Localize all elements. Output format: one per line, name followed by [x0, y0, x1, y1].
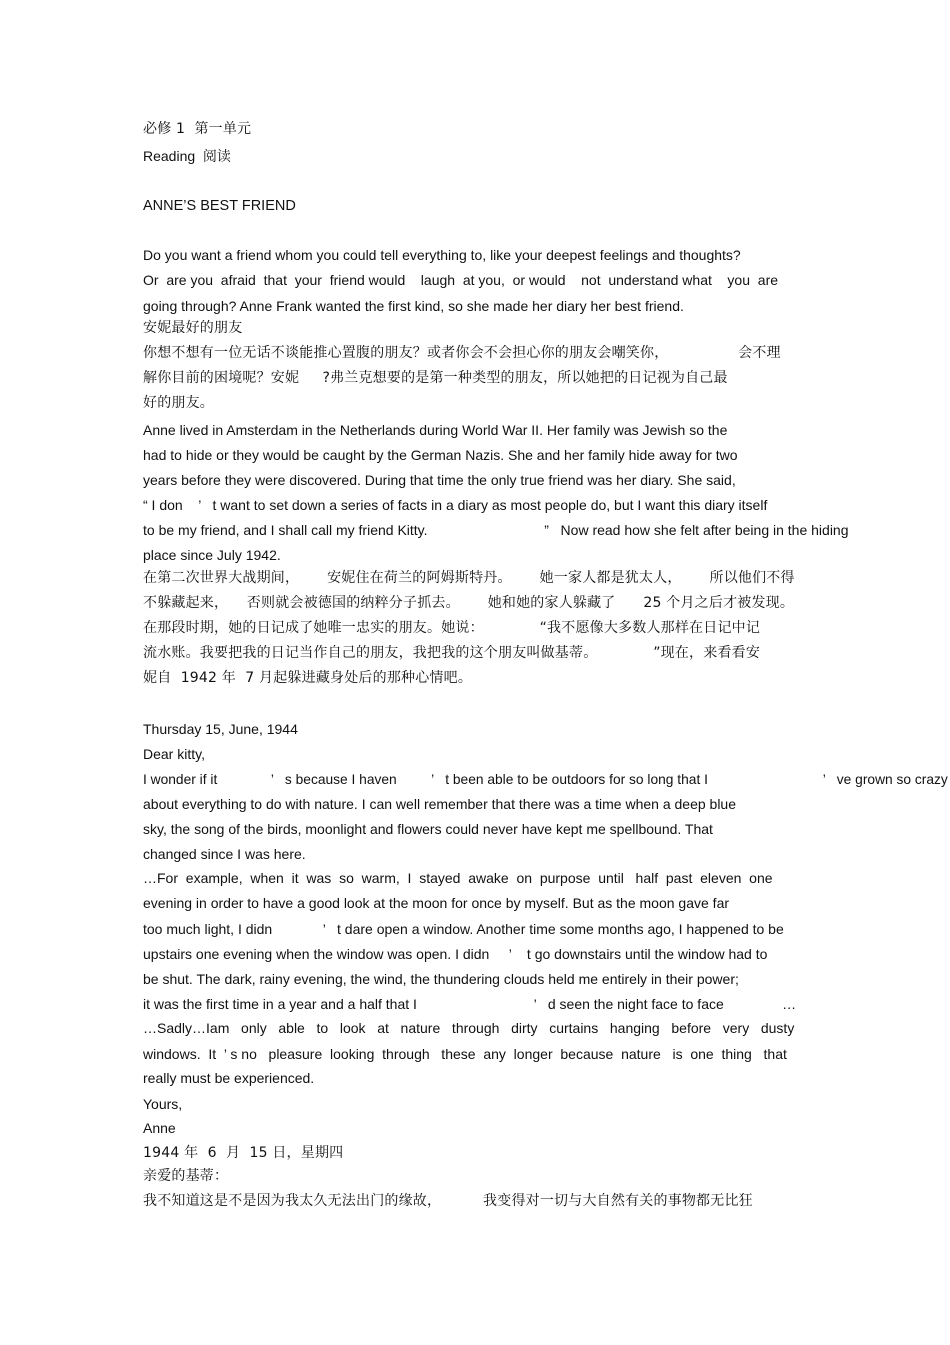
article-title: ANNE’S BEST FRIEND	[143, 198, 296, 214]
text-line: 在那段时期，她的日记成了她唯一忠实的朋友。她说： “我不愿像大多数人那样在日记中记	[143, 620, 761, 636]
text-line: evening in order to have a good look at the moon for once by myself. But as the moon gave far	[143, 895, 730, 911]
course-heading: 必修 1 第一单元	[143, 121, 252, 137]
text-line: 你想不想有一位无话不谈能推心置腹的朋友？或者你会不会担心你的朋友会嘲笑你， 会不理	[143, 345, 781, 361]
letter-date: Thursday 15, June, 1944	[143, 721, 298, 737]
text-line: I wonder if it ’ s because I haven ’ t been able to be outdoors for so long that I ’ ve grown so crazy	[143, 771, 948, 787]
text-line: “ I don ’ t want to set down a series of facts in a diary as most people do, but I want this diary itself	[143, 497, 768, 513]
letter-signature: Anne	[143, 1120, 176, 1136]
text-line: Or are you afraid that your friend would laugh at you, or would not understand what you are	[143, 272, 779, 288]
text-line: place since July 1942.	[143, 547, 281, 563]
text-line: years before they were discovered. During that time the only true friend was her diary. She said,	[143, 472, 736, 488]
text-line: 流水账。我要把我的日记当作自己的朋友，我把我的这个朋友叫做基蒂。 ”现在，来看看安	[143, 645, 761, 661]
text-line: be shut. The dark, rainy evening, the wind, the thundering clouds held me entirely in their power;	[143, 971, 739, 987]
letter-closing: Yours,	[143, 1096, 183, 1112]
text-line: windows. It ’ s no pleasure looking through these any longer because nature is one thing that	[143, 1046, 787, 1062]
text-line: about everything to do with nature. I can well remember that there was a time when a deep blue	[143, 796, 737, 812]
text-line: to be my friend, and I shall call my friend Kitty. ” Now read how she felt after being in the hiding	[143, 522, 849, 538]
letter-salutation: Dear kitty,	[143, 746, 205, 762]
text-line: going through? Anne Frank wanted the first kind, so she made her diary her best friend.	[143, 298, 684, 314]
text-line: 安妮最好的朋友	[143, 320, 243, 336]
text-line: 在第二次世界大战期间， 安妮住在荷兰的阿姆斯特丹。 她一家人都是犹太人， 所以他们不得	[143, 570, 795, 586]
text-line: 好的朋友。	[143, 395, 214, 411]
text-line: 妮自 1942 年 7 月起躲进藏身处后的那种心情吧。	[143, 670, 473, 686]
text-line: Do you want a friend whom you could tell everything to, like your deepest feelings and thoughts?	[143, 247, 741, 263]
text-line: it was the first time in a year and a half that I ’ d seen the night face to face …	[143, 996, 797, 1012]
text-line: …For example, when it was so warm, I stayed awake on purpose until half past eleven one	[143, 870, 773, 886]
text-line: too much light, I didn ’ t dare open a window. Another time some months ago, I happened to be	[143, 921, 784, 937]
text-line: really must be experienced.	[143, 1070, 315, 1086]
text-line: 解你目前的困境呢？安妮 ?弗兰克想要的是第一种类型的朋友，所以她把的日记视为自己最	[143, 370, 728, 386]
section-heading: Reading 阅读	[143, 148, 231, 164]
text-line: 我不知道这是不是因为我太久无法出门的缘故， 我变得对一切与大自然有关的事物都无比狂	[143, 1193, 753, 1209]
text-line: …Sadly…Iam only able to look at nature through dirty curtains hanging before very dusty	[143, 1020, 795, 1036]
text-line: upstairs one evening when the window was open. I didn ’ t go downstairs until the window had to	[143, 946, 768, 962]
text-line: 不躲藏起来， 否则就会被德国的纳粹分子抓去。 她和她的家人躲藏了 25 个月之后才被发现。	[143, 595, 795, 611]
text-line: had to hide or they would be caught by the German Nazis. She and her family hide away for two	[143, 447, 738, 463]
text-line: sky, the song of the birds, moonlight and flowers could never have kept me spellbound. That	[143, 821, 713, 837]
text-line: changed since I was here.	[143, 846, 306, 862]
text-line: 亲爱的基蒂：	[143, 1168, 229, 1184]
text-line: 1944 年 6 月 15 日，星期四	[143, 1145, 344, 1161]
text-line: Anne lived in Amsterdam in the Netherlands during World War II. Her family was Jewish so the	[143, 422, 728, 438]
